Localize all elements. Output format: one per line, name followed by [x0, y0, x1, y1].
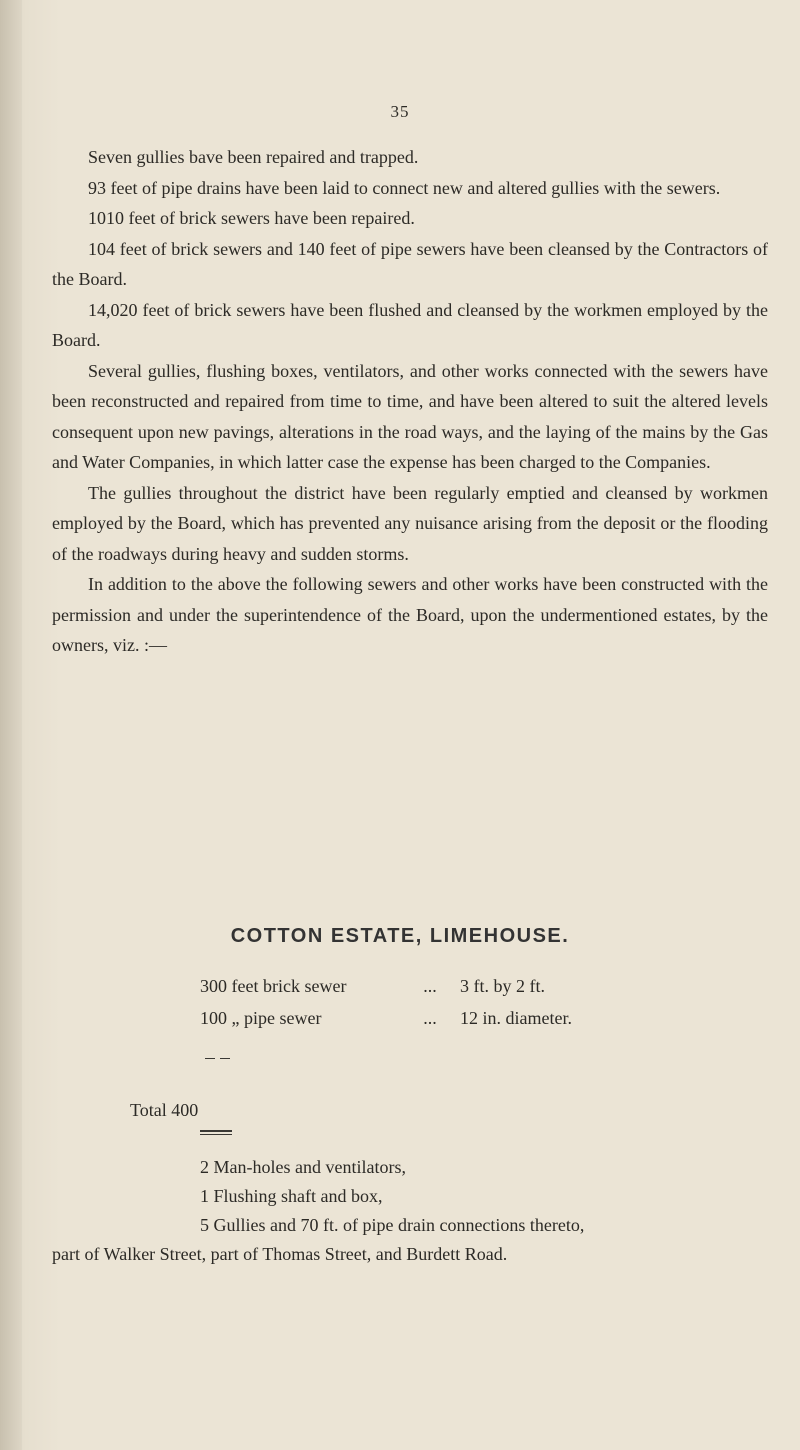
- sum-rule-left: [205, 1058, 215, 1059]
- total-underline: [200, 1130, 232, 1132]
- paragraph: The gullies throughout the district have been regularly emptied and cleansed by workmen employed by the Board, which has prevented any nuisance arising from the deposit or the flooding of the roadways during heavy and sudden storms.: [52, 482, 768, 564]
- list-item: 1 Flushing shaft and box,: [200, 1186, 383, 1206]
- spec-leader: ...: [423, 976, 437, 996]
- paragraph: 93 feet of pipe drains have been laid to connect new and altered gullies with the sewers.: [88, 177, 721, 198]
- paragraph: 104 feet of brick sewers and 140 feet of pipe sewers have been cleansed by the Contractors of the Board.: [52, 238, 768, 289]
- list-item-continuation: part of Walker Street, part of Thomas Street, and Burdett Road.: [52, 1244, 508, 1264]
- spec-size: 3 ft. by 2 ft.: [460, 976, 545, 996]
- total-line: Total 400: [130, 1100, 199, 1120]
- paragraph: Several gullies, flushing boxes, ventilators, and other works connected with the sewers have been reconstructed and repaired from time to time, and have been altered to suit the altered levels consequent upon new pavings, alterations in the road ways, and the laying of the mains by the Gas and Water Companies, in which latter case the expense has been charged to the Companies.: [52, 360, 768, 472]
- works-list: [52, 1153, 768, 1269]
- book-spine: [0, 0, 22, 1450]
- list-item: 2 Man-holes and ventilators,: [200, 1157, 406, 1177]
- spec-size: 12 in. diameter.: [460, 1008, 572, 1028]
- spec-description: 100 „ pipe sewer: [200, 1008, 322, 1028]
- paragraph: Seven gullies bave been repaired and trapped.: [88, 147, 419, 167]
- paragraph: In addition to the above the following sewers and other works have been constructed with the permission and under the superintendence of the Board, upon the undermentioned estates, by the owners, viz. :—: [52, 574, 768, 655]
- spec-row: [200, 1008, 572, 1029]
- sum-rule-right: [220, 1058, 230, 1059]
- total-underline-second: [200, 1134, 232, 1135]
- list-item: 5 Gullies and 70 ft. of pipe drain connections thereto,: [200, 1215, 585, 1235]
- page-number: 35: [390, 102, 410, 121]
- estate-heading: COTTON ESTATE, LIMEHOUSE.: [230, 925, 570, 947]
- paragraph: 1010 feet of brick sewers have been repaired.: [88, 208, 415, 228]
- spec-row: [200, 976, 545, 997]
- report-body: [52, 142, 768, 661]
- spec-leader: ...: [423, 1008, 437, 1028]
- spec-description: 300 feet brick sewer: [200, 976, 347, 996]
- paragraph: 14,020 feet of brick sewers have been flushed and cleansed by the workmen employed by the Board.: [52, 299, 768, 350]
